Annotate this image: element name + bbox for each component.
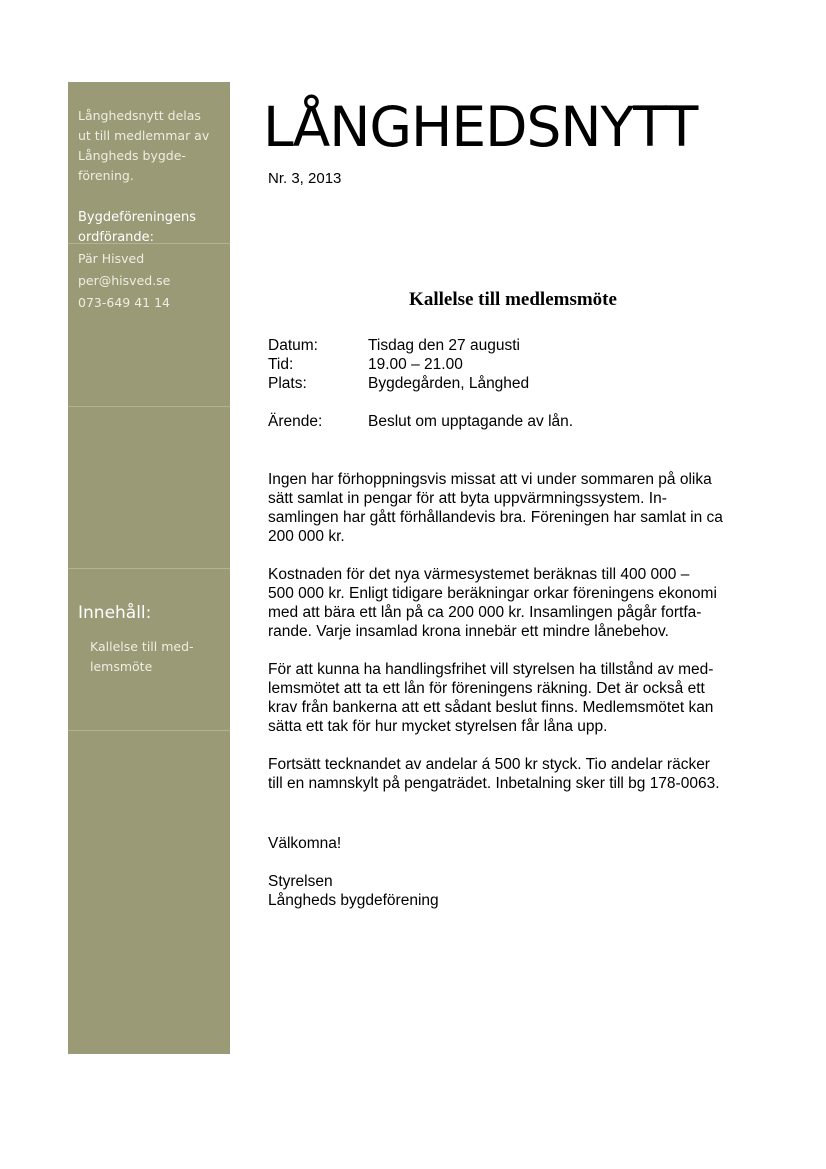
detail-value: 19.00 – 21.00 bbox=[368, 356, 463, 373]
article-paragraph bbox=[268, 660, 763, 736]
sidebar-intro-line: ut till medlemmar av bbox=[78, 128, 210, 143]
contents-title: Innehåll: bbox=[78, 603, 152, 623]
detail-label: Datum: bbox=[268, 337, 318, 354]
chair-heading-line: ordförande: bbox=[78, 230, 155, 245]
contents-item-line: lemsmöte bbox=[90, 659, 153, 674]
signature-line: Långheds bygdeförening bbox=[268, 892, 439, 909]
sidebar bbox=[68, 82, 230, 1054]
paragraph-line: sätta ett tak för hur mycket styrelsen får låna upp. bbox=[268, 718, 608, 735]
detail-row-date bbox=[268, 336, 573, 355]
detail-row-place bbox=[268, 374, 573, 393]
paragraph-line: 500 000 kr. Enligt tidigare beräkningar orkar föreningens ekonomi bbox=[268, 585, 717, 602]
sidebar-divider bbox=[68, 406, 230, 407]
sidebar-divider bbox=[68, 730, 230, 731]
paragraph-line: krav från bankerna att ett sådant beslut finns. Medlemsmötet kan bbox=[268, 699, 714, 716]
signature-line: Styrelsen bbox=[268, 873, 333, 890]
paragraph-line: Kostnaden för det nya värmesystemet beräknas till 400 000 – bbox=[268, 566, 690, 583]
welcome-text: Välkomna! bbox=[268, 835, 342, 852]
signature-spacer bbox=[268, 853, 439, 872]
sidebar-intro bbox=[78, 106, 223, 186]
detail-row-time bbox=[268, 355, 573, 374]
article-paragraph bbox=[268, 565, 763, 641]
article-paragraph bbox=[268, 755, 763, 793]
chair-phone: 073-649 41 14 bbox=[78, 295, 170, 310]
paragraph-line: Ingen har förhoppningsvis missat att vi under sommaren på olika bbox=[268, 471, 712, 488]
detail-value: Tisdag den 27 augusti bbox=[368, 337, 520, 354]
sidebar-intro-line: Långhedsnytt delas bbox=[78, 108, 201, 123]
chair-heading bbox=[78, 208, 223, 248]
paragraph-line: Fortsätt tecknandet av andelar á 500 kr styck. Tio andelar räcker bbox=[268, 756, 710, 773]
article-body bbox=[268, 470, 763, 812]
paragraph-line: För att kunna ha handlingsfrihet vill styrelsen ha tillstånd av med- bbox=[268, 661, 714, 678]
paragraph-line: med att bära ett lån på ca 200 000 kr. Insamlingen pågår fortfa- bbox=[268, 604, 702, 621]
sidebar-intro-line: Långheds bygde- bbox=[78, 148, 186, 163]
paragraph-line: sätt samlat in pengar för att byta uppvärmningssystem. In- bbox=[268, 490, 667, 507]
signature-block bbox=[268, 834, 439, 910]
chair-contact bbox=[78, 248, 223, 314]
detail-value: Beslut om upptagande av lån. bbox=[368, 413, 574, 430]
masthead-title: LÅNGHEDSNYTT bbox=[263, 95, 698, 159]
paragraph-line: samlingen har gått förhållandevis bra. Föreningen har samlat in ca bbox=[268, 509, 723, 526]
detail-spacer bbox=[268, 393, 573, 412]
paragraph-line: rande. Varje insamlad krona innebär ett mindre lånebehov. bbox=[268, 623, 669, 640]
contents-item[interactable] bbox=[90, 637, 220, 677]
detail-label: Ärende: bbox=[268, 413, 323, 430]
issue-number: Nr. 3, 2013 bbox=[268, 170, 342, 187]
paragraph-line: till en namnskylt på pengaträdet. Inbetalning sker till bg 178-0063. bbox=[268, 775, 720, 792]
meeting-details bbox=[268, 336, 573, 431]
contents-item-line: Kallelse till med- bbox=[90, 639, 194, 654]
paragraph-line: lemsmötet att ta ett lån för föreningens räkning. Det är också ett bbox=[268, 680, 705, 697]
article-headline: Kallelse till medlemsmöte bbox=[409, 289, 617, 310]
chair-name: Pär Hisved bbox=[78, 251, 145, 266]
sidebar-intro-line: förening. bbox=[78, 168, 134, 183]
sidebar-divider bbox=[68, 568, 230, 569]
paragraph-line: 200 000 kr. bbox=[268, 528, 345, 545]
chair-email[interactable]: per@hisved.se bbox=[78, 273, 171, 288]
detail-row-matter bbox=[268, 412, 573, 431]
detail-value: Bygdegården, Långhed bbox=[368, 375, 530, 392]
detail-label: Plats: bbox=[268, 375, 307, 392]
article-paragraph bbox=[268, 470, 763, 546]
detail-label: Tid: bbox=[268, 356, 294, 373]
chair-heading-line: Bygdeföreningens bbox=[78, 210, 197, 225]
